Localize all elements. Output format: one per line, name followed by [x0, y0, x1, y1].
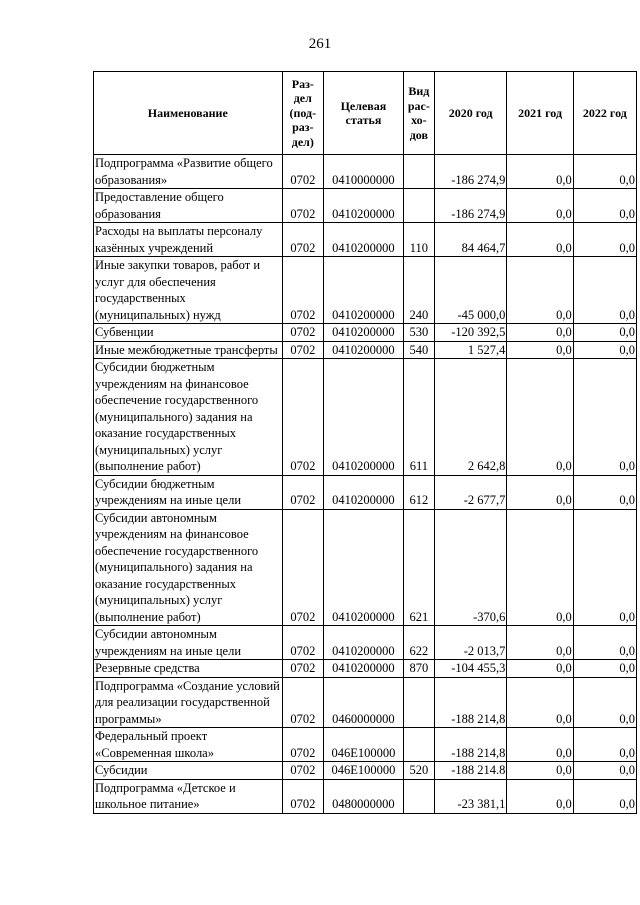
header-name: Наименование: [94, 72, 283, 155]
cell-name: Субсидии: [94, 762, 283, 780]
cell-section: 0702: [282, 728, 323, 762]
cell-2020: -188 214.8: [434, 762, 507, 780]
cell-2021: 0,0: [507, 359, 573, 476]
cell-target: 0410200000: [324, 359, 404, 476]
cell-2022: 0,0: [573, 779, 636, 813]
cell-2020: -188 214,8: [434, 677, 507, 728]
table-row: [94, 660, 637, 678]
cell-2022: 0,0: [573, 257, 636, 324]
cell-2022: 0,0: [573, 728, 636, 762]
cell-2022: 0,0: [573, 155, 636, 189]
table-header-row: [94, 72, 637, 155]
cell-expense: 520: [403, 762, 434, 780]
cell-2021: 0,0: [507, 728, 573, 762]
cell-expense: 540: [403, 341, 434, 359]
cell-2021: 0,0: [507, 660, 573, 678]
cell-expense: 612: [403, 475, 434, 509]
cell-2020: -186 274,9: [434, 155, 507, 189]
cell-name: Резервные средства: [94, 660, 283, 678]
cell-section: 0702: [282, 189, 323, 223]
cell-2020: -2 013,7: [434, 626, 507, 660]
table-row: [94, 257, 637, 324]
cell-expense: 870: [403, 660, 434, 678]
cell-name: Иные межбюджетные трансферты: [94, 341, 283, 359]
cell-2021: 0,0: [507, 762, 573, 780]
cell-target: 0410200000: [324, 257, 404, 324]
cell-2022: 0,0: [573, 660, 636, 678]
cell-section: 0702: [282, 475, 323, 509]
header-2022: 2022 год: [573, 72, 636, 155]
cell-2020: -186 274,9: [434, 189, 507, 223]
table-row: [94, 223, 637, 257]
cell-2020: 2 642,8: [434, 359, 507, 476]
cell-target: 0410200000: [324, 626, 404, 660]
cell-section: 0702: [282, 324, 323, 342]
table-body: [94, 155, 637, 814]
cell-expense: 621: [403, 509, 434, 626]
cell-2021: 0,0: [507, 155, 573, 189]
cell-target: 046E100000: [324, 728, 404, 762]
cell-section: 0702: [282, 223, 323, 257]
cell-name: Субсидии автономным учреждениям на финансовое обеспечение государственного (муниципального) задания на оказание государственных (муниципальных) услуг (выполнение работ): [94, 509, 283, 626]
cell-expense: 110: [403, 223, 434, 257]
cell-target: 0480000000: [324, 779, 404, 813]
cell-target: 0410200000: [324, 660, 404, 678]
cell-expense: [403, 728, 434, 762]
cell-2022: 0,0: [573, 509, 636, 626]
table-row: [94, 189, 637, 223]
cell-name: Субвенции: [94, 324, 283, 342]
table-row: [94, 728, 637, 762]
table-row: [94, 677, 637, 728]
cell-2021: 0,0: [507, 779, 573, 813]
cell-target: 0410200000: [324, 509, 404, 626]
cell-expense: 530: [403, 324, 434, 342]
header-section: Раз- дел (под- раз- дел): [282, 72, 323, 155]
cell-2022: 0,0: [573, 341, 636, 359]
cell-name: Предоставление общего образования: [94, 189, 283, 223]
cell-2021: 0,0: [507, 189, 573, 223]
cell-name: Подпрограмма «Детское и школьное питание»: [94, 779, 283, 813]
budget-table: [93, 71, 637, 814]
cell-2021: 0,0: [507, 223, 573, 257]
cell-target: 0410000000: [324, 155, 404, 189]
cell-2022: 0,0: [573, 626, 636, 660]
cell-2022: 0,0: [573, 189, 636, 223]
cell-expense: 240: [403, 257, 434, 324]
cell-name: Подпрограмма «Создание условий для реализации государственной программы»: [94, 677, 283, 728]
cell-2021: 0,0: [507, 475, 573, 509]
table-row: [94, 779, 637, 813]
cell-expense: [403, 155, 434, 189]
table-row: [94, 509, 637, 626]
table-row: [94, 475, 637, 509]
cell-section: 0702: [282, 626, 323, 660]
cell-expense: [403, 779, 434, 813]
table-row: [94, 762, 637, 780]
table-row: [94, 341, 637, 359]
cell-section: 0702: [282, 341, 323, 359]
cell-section: 0702: [282, 762, 323, 780]
cell-2020: 84 464,7: [434, 223, 507, 257]
cell-target: 0460000000: [324, 677, 404, 728]
cell-target: 0410200000: [324, 341, 404, 359]
header-expense: Вид рас- хо- дов: [403, 72, 434, 155]
cell-name: Субсидии бюджетным учреждениям на финансовое обеспечение государственного (муниципального) задания на оказание государственных (муниципальных) услуг (выполнение работ): [94, 359, 283, 476]
cell-section: 0702: [282, 677, 323, 728]
cell-2020: 1 527,4: [434, 341, 507, 359]
header-2021: 2021 год: [507, 72, 573, 155]
cell-name: Расходы на выплаты персоналу казённых учреждений: [94, 223, 283, 257]
cell-2020: -23 381,1: [434, 779, 507, 813]
cell-name: Подпрограмма «Развитие общего образования»: [94, 155, 283, 189]
cell-target: 0410200000: [324, 475, 404, 509]
table-row: [94, 359, 637, 476]
header-target: Целевая статья: [324, 72, 404, 155]
cell-target: 046E100000: [324, 762, 404, 780]
cell-2020: -370,6: [434, 509, 507, 626]
cell-section: 0702: [282, 660, 323, 678]
cell-name: Субсидии бюджетным учреждениям на иные цели: [94, 475, 283, 509]
cell-2022: 0,0: [573, 475, 636, 509]
cell-2021: 0,0: [507, 677, 573, 728]
page-number: 261: [308, 36, 332, 52]
table-row: [94, 626, 637, 660]
cell-2021: 0,0: [507, 509, 573, 626]
cell-2022: 0,0: [573, 677, 636, 728]
cell-2020: -120 392,5: [434, 324, 507, 342]
cell-name: Субсидии автономным учреждениям на иные цели: [94, 626, 283, 660]
cell-target: 0410200000: [324, 189, 404, 223]
cell-section: 0702: [282, 359, 323, 476]
cell-2021: 0,0: [507, 257, 573, 324]
cell-expense: [403, 189, 434, 223]
cell-name: Федеральный проект «Современная школа»: [94, 728, 283, 762]
cell-expense: 622: [403, 626, 434, 660]
cell-section: 0702: [282, 509, 323, 626]
cell-2020: -45 000,0: [434, 257, 507, 324]
table-row: [94, 155, 637, 189]
cell-2022: 0,0: [573, 324, 636, 342]
cell-expense: 611: [403, 359, 434, 476]
cell-2020: -188 214,8: [434, 728, 507, 762]
cell-2020: -2 677,7: [434, 475, 507, 509]
cell-2021: 0,0: [507, 626, 573, 660]
cell-2022: 0,0: [573, 762, 636, 780]
cell-2020: -104 455,3: [434, 660, 507, 678]
cell-section: 0702: [282, 155, 323, 189]
cell-section: 0702: [282, 779, 323, 813]
cell-2022: 0,0: [573, 359, 636, 476]
header-2020: 2020 год: [434, 72, 507, 155]
cell-2022: 0,0: [573, 223, 636, 257]
cell-name: Иные закупки товаров, работ и услуг для обеспечения государственных (муниципальных) нужд: [94, 257, 283, 324]
cell-2021: 0,0: [507, 341, 573, 359]
cell-expense: [403, 677, 434, 728]
cell-target: 0410200000: [324, 223, 404, 257]
cell-section: 0702: [282, 257, 323, 324]
cell-target: 0410200000: [324, 324, 404, 342]
cell-2021: 0,0: [507, 324, 573, 342]
table-row: [94, 324, 637, 342]
